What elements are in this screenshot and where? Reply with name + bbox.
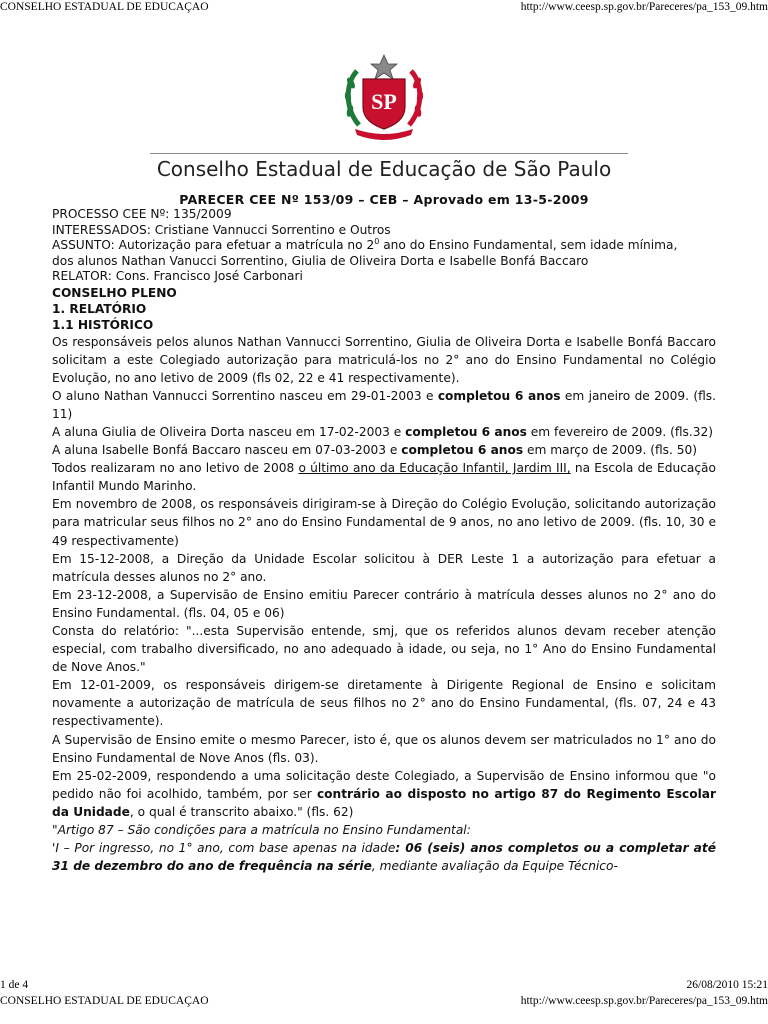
title-divider bbox=[150, 153, 628, 154]
print-header-next-page bbox=[0, 994, 768, 1008]
sao-paulo-coat-of-arms-icon bbox=[339, 53, 429, 145]
print-header-url[interactable]: http://www.ceesp.sp.gov.br/Pareceres/pa_153_09.htm bbox=[520, 995, 768, 1007]
paragraph: A aluna Giulia de Oliveira Dorta nasceu em 17-02-2003 e completou 6 anos em fevereiro de 2009. (fls.32) bbox=[52, 424, 714, 439]
page-title: Conselho Estadual de Educação de São Paulo bbox=[156, 157, 612, 181]
paragraph: Em 23-12-2008, a Supervisão de Ensino emitiu Parecer contrário à matrícula desses alunos no 2° ano do Ensino Fundamental. (fls. 04, 05 e 06) bbox=[52, 587, 716, 620]
assunto-line: ASSUNTO: Autorização para efetuar a matrícula no $2^0$ ano do Ensino Fundamental, sem idade mínima, bbox=[52, 236, 678, 252]
paragraph: Todos realizaram no ano letivo de 2008 o último ano da Educação Infantil, Jardim III, na Escola de Educação Infantil Mundo Marinho. bbox=[52, 461, 716, 494]
paragraph: A Supervisão de Ensino emite o mesmo Parecer, isto é, que os alunos devem ser matriculados no 1° ano do Ensino Fundamental de Nove Anos (fls. 03). bbox=[52, 732, 716, 765]
document-body bbox=[52, 207, 716, 875]
assunto-continuation: dos alunos Nathan Vanucci Sorrentino, Giulia de Oliveira Dorta e Isabelle Bonfá Baccaro bbox=[52, 253, 589, 268]
article-quote: "Artigo 87 – São condições para a matrícula no Ensino Fundamental: bbox=[52, 823, 471, 838]
print-header-url[interactable]: http://www.ceesp.sp.gov.br/Pareceres/pa_153_09.htm bbox=[520, 1, 768, 13]
print-header bbox=[0, 0, 768, 14]
paragraph: O aluno Nathan Vannucci Sorrentino nasceu em 29-01-2003 e completou 6 anos em janeiro de 2009. (fls. 11) bbox=[52, 388, 716, 421]
paragraph: Em 12-01-2009, os responsáveis dirigem-se diretamente à Dirigente Regional de Ensino e solicitam novamente a autorização de matrícula de seus filhos no 2° ano do Ensino Fundamental, (fls. 07, 24 e 43 respectivamente). bbox=[52, 678, 716, 729]
print-timestamp: 26/08/2010 15:21 bbox=[686, 979, 768, 991]
relator-line: RELATOR: Cons. Francisco José Carbonari bbox=[52, 269, 303, 283]
interessados-line: INTERESSADOS: Cristiane Vannucci Sorrentino e Outros bbox=[52, 222, 391, 237]
processo-line: PROCESSO CEE Nº: 135/2009 bbox=[52, 207, 232, 221]
article-clause: 'I – Por ingresso, no 1° ano, com base apenas na idade: 06 (seis) anos completos ou a completar até 31 de dezembro do ano de frequência na série, mediante avaliação da Equipe Técnico- bbox=[52, 841, 716, 874]
paragraph: A aluna Isabelle Bonfá Baccaro nasceu em 07-03-2003 e completou 6 anos em março de 2009. (fls. 50) bbox=[52, 443, 698, 458]
paragraph: Os responsáveis pelos alunos Nathan Vannucci Sorrentino, Giulia de Oliveira Dorta e Isabelle Bonfá Baccaro solicitam a este Colegiado autorização para matriculá-los no 2° ano do Ensino Fundamental no Colégio Evolução, no ano letivo de 2009 (fls 02, 22 e 41 respectivamente). bbox=[52, 334, 716, 385]
section-heading-historico: 1.1 HISTÓRICO bbox=[52, 317, 154, 332]
paragraph: Em 15-12-2008, a Direção da Unidade Escolar solicitou à DER Leste 1 a autorização para efetuar a matrícula desses alunos no 2° ano. bbox=[52, 551, 716, 584]
paragraph: Em novembro de 2008, os responsáveis dirigiram-se à Direção do Colégio Evolução, solicitando autorização para matricular seus filhos no 2° ano do Ensino Fundamental de 9 anos, no ano letivo de 2009. (fls. 10, 30 e 49 respectivamente) bbox=[52, 497, 716, 548]
print-header-title: CONSELHO ESTADUAL DE EDUCAÇAO bbox=[0, 995, 209, 1007]
paragraph: Consta do relatório: "...esta Supervisão entende, smj, que os referidos alunos devam receber atenção especial, com trabalho diversificado, no ano adequado à idade, ou seja, no 1° Ano do Ensino Fundamental de Nove Anos." bbox=[52, 624, 716, 675]
print-header-title: CONSELHO ESTADUAL DE EDUCAÇAO bbox=[0, 1, 209, 13]
seal-letters: SP bbox=[371, 89, 397, 114]
metadata-block bbox=[52, 207, 716, 285]
paragraph: Em 25-02-2009, respondendo a uma solicitação deste Colegiado, a Supervisão de Ensino informou que "o pedido não foi acolhido, também, por ser contrário ao disposto no artigo 87 do Regimento Escolar da Unidade, o qual é transcrito abaixo." (fls. 62) bbox=[52, 768, 716, 819]
page-count: 1 de 4 bbox=[0, 979, 29, 991]
parecer-heading: PARECER CEE Nº 153/09 – CEB – Aprovado em 13-5-2009 bbox=[179, 192, 589, 207]
section-heading-pleno: CONSELHO PLENO bbox=[52, 285, 177, 300]
section-heading-relatorio: 1. RELATÓRIO bbox=[52, 301, 147, 316]
